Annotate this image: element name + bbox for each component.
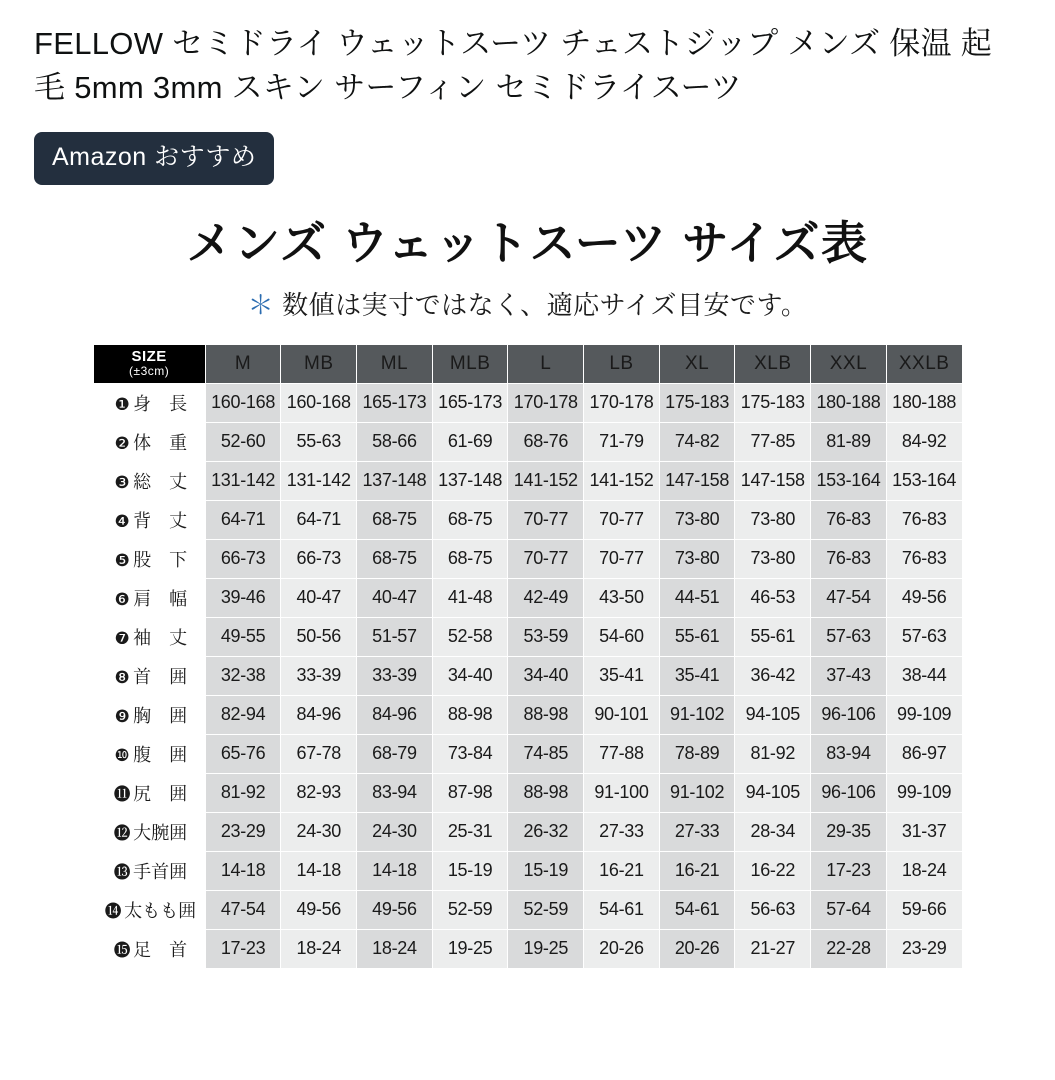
table-cell: 68-75 (432, 539, 508, 578)
table-cell: 175-183 (659, 383, 735, 422)
table-cell: 19-25 (508, 929, 584, 968)
row-label-text: 太もも囲 (124, 900, 197, 921)
table-cell: 52-58 (432, 617, 508, 656)
table-cell: 73-80 (735, 539, 811, 578)
table-cell: 141-152 (508, 461, 584, 500)
column-header-lb: LB (584, 344, 660, 383)
row-label (93, 890, 205, 929)
table-cell: 84-96 (357, 695, 433, 734)
table-cell: 83-94 (811, 734, 887, 773)
row-number: ❻ (114, 589, 130, 609)
table-cell: 74-85 (508, 734, 584, 773)
table-cell: 17-23 (205, 929, 281, 968)
table-cell: 82-93 (281, 773, 357, 812)
table-cell: 20-26 (659, 929, 735, 968)
table-row (93, 539, 962, 578)
row-label-text: 身 長 (133, 393, 188, 414)
row-label-text: 肩 幅 (133, 588, 188, 609)
table-cell: 99-109 (886, 695, 962, 734)
table-cell: 31-37 (886, 812, 962, 851)
row-label-text: 首 囲 (133, 666, 188, 687)
table-cell: 73-80 (659, 539, 735, 578)
table-cell: 21-27 (735, 929, 811, 968)
table-cell: 131-142 (281, 461, 357, 500)
table-cell: 20-26 (584, 929, 660, 968)
table-cell: 76-83 (811, 539, 887, 578)
column-header-xl: XL (659, 344, 735, 383)
column-header-mlb: MLB (432, 344, 508, 383)
table-cell: 84-96 (281, 695, 357, 734)
table-cell: 14-18 (357, 851, 433, 890)
table-cell: 52-59 (432, 890, 508, 929)
table-cell: 180-188 (886, 383, 962, 422)
row-label-text: 体 重 (133, 432, 188, 453)
table-cell: 47-54 (811, 578, 887, 617)
table-cell: 53-59 (508, 617, 584, 656)
table-cell: 76-83 (886, 539, 962, 578)
table-row (93, 812, 962, 851)
table-cell: 55-63 (281, 422, 357, 461)
table-cell: 64-71 (281, 500, 357, 539)
table-cell: 81-89 (811, 422, 887, 461)
table-cell: 90-101 (584, 695, 660, 734)
table-cell: 54-61 (584, 890, 660, 929)
size-chart-note (34, 285, 1021, 322)
table-cell: 24-30 (357, 812, 433, 851)
table-cell: 49-56 (886, 578, 962, 617)
table-cell: 153-164 (886, 461, 962, 500)
row-label (93, 500, 205, 539)
table-cell: 34-40 (508, 656, 584, 695)
corner-label: SIZE (131, 348, 167, 365)
table-cell: 37-43 (811, 656, 887, 695)
table-cell: 44-51 (659, 578, 735, 617)
row-label (93, 617, 205, 656)
table-cell: 58-66 (357, 422, 433, 461)
table-cell: 94-105 (735, 773, 811, 812)
table-row (93, 617, 962, 656)
table-cell: 73-80 (735, 500, 811, 539)
column-header-xlb: XLB (735, 344, 811, 383)
table-cell: 42-49 (508, 578, 584, 617)
table-cell: 52-60 (205, 422, 281, 461)
table-cell: 54-60 (584, 617, 660, 656)
table-cell: 55-61 (659, 617, 735, 656)
table-cell: 84-92 (886, 422, 962, 461)
table-cell: 87-98 (432, 773, 508, 812)
table-cell: 68-76 (508, 422, 584, 461)
row-label-text: 腹 囲 (133, 744, 188, 765)
table-cell: 137-148 (357, 461, 433, 500)
size-chart-block (34, 215, 1021, 969)
table-cell: 175-183 (735, 383, 811, 422)
table-cell: 54-61 (659, 890, 735, 929)
table-cell: 52-59 (508, 890, 584, 929)
table-cell: 64-71 (205, 500, 281, 539)
table-cell: 34-40 (432, 656, 508, 695)
table-cell: 16-22 (735, 851, 811, 890)
status-badge: Amazon おすすめ (34, 132, 274, 185)
table-cell: 165-173 (357, 383, 433, 422)
table-cell: 96-106 (811, 773, 887, 812)
size-table (93, 344, 963, 969)
table-cell: 68-75 (432, 500, 508, 539)
table-cell: 27-33 (584, 812, 660, 851)
row-label (93, 851, 205, 890)
table-cell: 35-41 (659, 656, 735, 695)
row-number: ❿ (114, 745, 130, 765)
row-number: ❷ (114, 433, 130, 453)
table-cell: 147-158 (659, 461, 735, 500)
table-cell: 41-48 (432, 578, 508, 617)
table-cell: 147-158 (735, 461, 811, 500)
column-header-ml: ML (357, 344, 433, 383)
table-cell: 77-88 (584, 734, 660, 773)
table-cell: 82-94 (205, 695, 281, 734)
table-cell: 74-82 (659, 422, 735, 461)
size-table-corner (93, 344, 205, 383)
table-cell: 46-53 (735, 578, 811, 617)
table-row (93, 383, 962, 422)
table-cell: 16-21 (584, 851, 660, 890)
table-cell: 19-25 (432, 929, 508, 968)
table-cell: 86-97 (886, 734, 962, 773)
table-cell: 16-21 (659, 851, 735, 890)
size-chart-heading: メンズ ウェットスーツ サイズ表 (186, 217, 869, 270)
table-cell: 91-100 (584, 773, 660, 812)
table-cell: 40-47 (281, 578, 357, 617)
table-row (93, 851, 962, 890)
row-number: ⓬ (113, 823, 131, 843)
table-cell: 15-19 (508, 851, 584, 890)
row-label (93, 773, 205, 812)
table-row (93, 890, 962, 929)
table-header-row (93, 344, 962, 383)
table-cell: 76-83 (811, 500, 887, 539)
table-cell: 27-33 (659, 812, 735, 851)
table-cell: 99-109 (886, 773, 962, 812)
table-cell: 94-105 (735, 695, 811, 734)
row-label (93, 929, 205, 968)
table-cell: 91-102 (659, 773, 735, 812)
table-cell: 77-85 (735, 422, 811, 461)
size-table-header (93, 344, 962, 383)
row-label-text: 足 首 (133, 939, 188, 960)
row-number: ⓮ (104, 901, 122, 921)
row-label-text: 袖 丈 (133, 627, 188, 648)
row-label (93, 422, 205, 461)
row-label (93, 695, 205, 734)
table-cell: 35-41 (584, 656, 660, 695)
asterisk-icon: ＊ (247, 289, 275, 320)
table-cell: 66-73 (281, 539, 357, 578)
table-cell: 18-24 (886, 851, 962, 890)
table-cell: 32-38 (205, 656, 281, 695)
table-cell: 55-61 (735, 617, 811, 656)
table-cell: 170-178 (508, 383, 584, 422)
row-number: ❸ (114, 472, 130, 492)
row-number: ❼ (114, 628, 130, 648)
table-cell: 88-98 (432, 695, 508, 734)
table-cell: 81-92 (205, 773, 281, 812)
table-cell: 78-89 (659, 734, 735, 773)
row-number: ❹ (114, 511, 130, 531)
corner-tolerance: (±3cm) (129, 364, 170, 379)
table-cell: 14-18 (281, 851, 357, 890)
table-cell: 43-50 (584, 578, 660, 617)
table-cell: 180-188 (811, 383, 887, 422)
table-row (93, 734, 962, 773)
row-number: ❽ (114, 667, 130, 687)
table-cell: 39-46 (205, 578, 281, 617)
table-cell: 18-24 (281, 929, 357, 968)
table-cell: 50-56 (281, 617, 357, 656)
table-cell: 67-78 (281, 734, 357, 773)
table-cell: 170-178 (584, 383, 660, 422)
table-cell: 81-92 (735, 734, 811, 773)
row-label-text: 尻 囲 (133, 783, 188, 804)
table-cell: 70-77 (584, 500, 660, 539)
row-label-text: 手首囲 (133, 861, 188, 882)
row-label-text: 胸 囲 (133, 705, 188, 726)
size-chart-note-text: 数値は実寸ではなく、適応サイズ目安です。 (282, 289, 808, 320)
table-cell: 33-39 (357, 656, 433, 695)
row-label (93, 734, 205, 773)
table-cell: 153-164 (811, 461, 887, 500)
table-cell: 57-63 (886, 617, 962, 656)
table-cell: 22-28 (811, 929, 887, 968)
table-cell: 36-42 (735, 656, 811, 695)
table-cell: 73-80 (659, 500, 735, 539)
size-table-body (93, 383, 962, 968)
column-header-l: L (508, 344, 584, 383)
table-cell: 24-30 (281, 812, 357, 851)
table-cell: 61-69 (432, 422, 508, 461)
row-number: ⓫ (113, 784, 131, 804)
table-cell: 23-29 (886, 929, 962, 968)
table-row (93, 422, 962, 461)
badge-row (34, 132, 1021, 185)
row-label (93, 383, 205, 422)
table-cell: 160-168 (205, 383, 281, 422)
table-cell: 15-19 (432, 851, 508, 890)
table-cell: 70-77 (508, 500, 584, 539)
table-row (93, 461, 962, 500)
row-number: ❺ (114, 550, 130, 570)
table-cell: 18-24 (357, 929, 433, 968)
table-cell: 26-32 (508, 812, 584, 851)
table-cell: 29-35 (811, 812, 887, 851)
table-cell: 59-66 (886, 890, 962, 929)
table-cell: 165-173 (432, 383, 508, 422)
table-row (93, 695, 962, 734)
row-label-text: 総 丈 (133, 471, 188, 492)
row-label-text: 股 下 (133, 549, 188, 570)
table-cell: 68-79 (357, 734, 433, 773)
page-title: FELLOW セミドライ ウェットスーツ チェストジップ メンズ 保温 起毛 5mm 3mm スキン サーフィン セミドライスーツ (34, 26, 993, 106)
table-cell: 68-75 (357, 539, 433, 578)
table-cell: 57-63 (811, 617, 887, 656)
table-cell: 141-152 (584, 461, 660, 500)
table-cell: 70-77 (508, 539, 584, 578)
table-cell: 28-34 (735, 812, 811, 851)
table-cell: 131-142 (205, 461, 281, 500)
table-cell: 70-77 (584, 539, 660, 578)
table-cell: 14-18 (205, 851, 281, 890)
table-row (93, 656, 962, 695)
table-cell: 91-102 (659, 695, 735, 734)
table-cell: 88-98 (508, 695, 584, 734)
table-cell: 137-148 (432, 461, 508, 500)
row-label (93, 812, 205, 851)
column-header-mb: MB (281, 344, 357, 383)
table-cell: 57-64 (811, 890, 887, 929)
table-cell: 40-47 (357, 578, 433, 617)
table-cell: 23-29 (205, 812, 281, 851)
row-label (93, 461, 205, 500)
row-number: ⓯ (113, 940, 131, 960)
column-header-m: M (205, 344, 281, 383)
table-row (93, 773, 962, 812)
table-cell: 49-56 (357, 890, 433, 929)
row-label-text: 背 丈 (133, 510, 188, 531)
row-label (93, 656, 205, 695)
table-cell: 73-84 (432, 734, 508, 773)
table-row (93, 500, 962, 539)
column-header-xxl: XXL (811, 344, 887, 383)
row-number: ❾ (114, 706, 130, 726)
table-cell: 25-31 (432, 812, 508, 851)
row-number: ⓭ (113, 862, 131, 882)
table-cell: 33-39 (281, 656, 357, 695)
table-cell: 51-57 (357, 617, 433, 656)
table-cell: 71-79 (584, 422, 660, 461)
table-cell: 83-94 (357, 773, 433, 812)
table-cell: 49-56 (281, 890, 357, 929)
table-cell: 65-76 (205, 734, 281, 773)
row-label (93, 539, 205, 578)
table-row (93, 578, 962, 617)
table-row (93, 929, 962, 968)
table-cell: 68-75 (357, 500, 433, 539)
table-cell: 47-54 (205, 890, 281, 929)
row-label (93, 578, 205, 617)
table-cell: 88-98 (508, 773, 584, 812)
column-header-xxlb: XXLB (886, 344, 962, 383)
table-cell: 76-83 (886, 500, 962, 539)
table-cell: 49-55 (205, 617, 281, 656)
table-cell: 160-168 (281, 383, 357, 422)
table-cell: 17-23 (811, 851, 887, 890)
table-cell: 96-106 (811, 695, 887, 734)
row-number: ❶ (114, 394, 130, 414)
table-cell: 38-44 (886, 656, 962, 695)
table-cell: 56-63 (735, 890, 811, 929)
table-cell: 66-73 (205, 539, 281, 578)
size-table-wrapper (93, 344, 963, 969)
row-label-text: 大腕囲 (133, 822, 188, 843)
